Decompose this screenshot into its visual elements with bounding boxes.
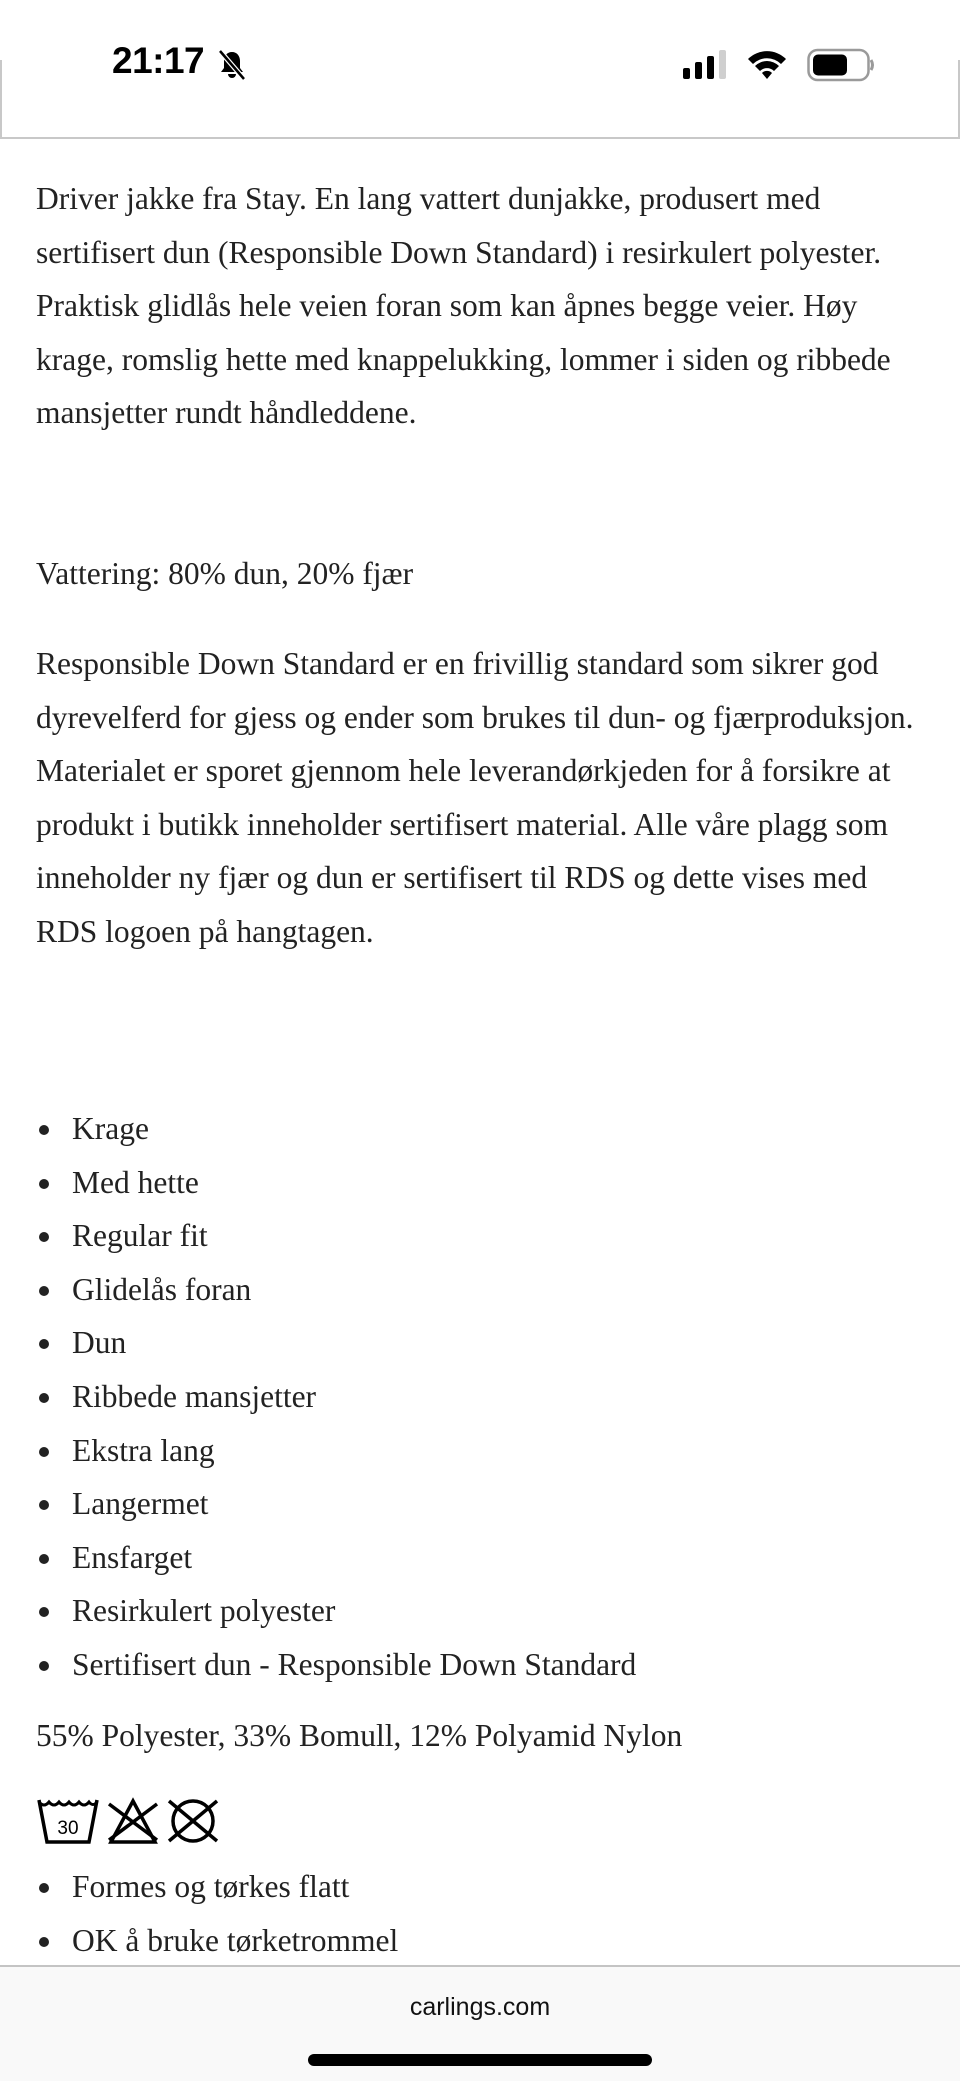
feature-item: Sertifisert dun - Responsible Down Standard [36,1638,636,1692]
feature-item: Ribbede mansjetter [36,1370,636,1424]
care-symbols [36,1796,220,1846]
rds-paragraph: Responsible Down Standard er en frivillig standard som sikrer god dyrevelferd for gjess og ender som brukes til dun- og fjærproduksjon. Materialet er sporet gjennom hele leverandørkjeden for å forsikre at produkt i butikk inneholder sertifisert material. Alle våre plagg som inneholder ny fjær og dun er sertifisert til RDS og dette vises med RDS logoen på hangtagen. [36,646,914,949]
feature-item: Glidelås foran [36,1263,636,1317]
description-paragraph: Driver jakke fra Stay. En lang vattert dunjakke, produsert med sertifisert dun (Responsible Down Standard) i resirkulert polyester. Praktisk glidlås hele veien foran som kan åpnes begge veier. Høy krage, romslig hette med knappelukking, lommer i siden og ribbede mansjetter rundt håndleddene. [36,181,891,431]
battery-icon [807,48,875,82]
feature-item: Krage [36,1102,636,1156]
browser-address-bar[interactable] [0,1965,960,2081]
silent-bell-icon [215,48,249,82]
care-instruction-item: Formes og tørkes flatt [36,1860,398,1914]
no-tumble-dry-icon [166,1796,220,1846]
material-composition: 55% Polyester, 33% Bomull, 12% Polyamid Nylon [36,1718,683,1753]
no-bleach-icon [106,1796,160,1846]
feature-item: Resirkulert polyester [36,1584,636,1638]
feature-list [36,1102,636,1692]
feature-item: Ensfarget [36,1531,636,1585]
feature-item: Langermet [36,1477,636,1531]
home-indicator[interactable] [308,2054,652,2066]
status-time: 21:17 [112,40,205,81]
padding-info: Vattering: 80% dun, 20% fjær [36,556,414,591]
wifi-icon [745,47,789,81]
cellular-signal-icon [681,49,729,81]
care-instructions-list [36,1860,398,1967]
feature-item: Med hette [36,1156,636,1210]
feature-item: Ekstra lang [36,1424,636,1478]
status-bar [0,0,960,130]
care-instruction-item: OK å bruke tørketrommel [36,1914,398,1968]
address-url[interactable]: carlings.com [409,1993,551,2021]
feature-item: Regular fit [36,1209,636,1263]
feature-item: Dun [36,1316,636,1370]
svg-text:30: 30 [57,1818,79,1839]
wash-30-icon [36,1796,100,1846]
